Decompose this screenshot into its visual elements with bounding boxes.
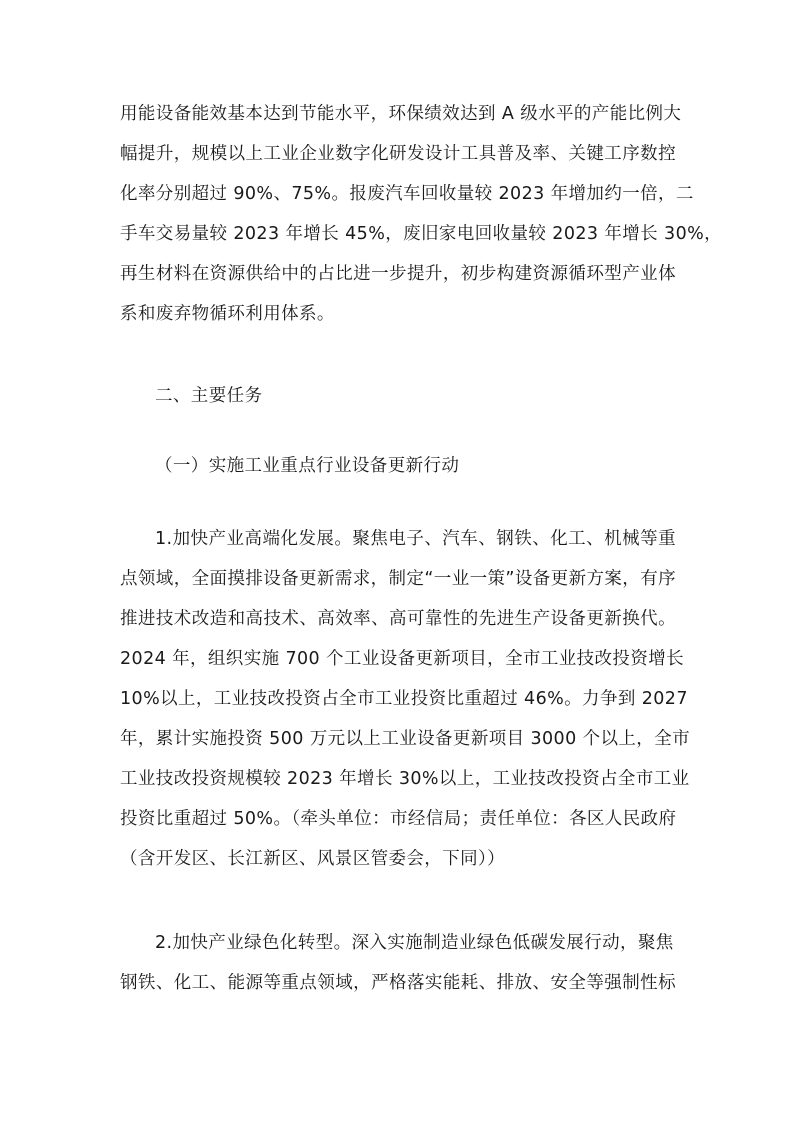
text-line: 钢铁、化工、能源等重点领域，严格落实能耗、排放、安全等强制性标	[120, 973, 676, 993]
text-line: 2.加快产业绿色化转型。深入实施制造业绿色低碳发展行动，聚焦	[155, 933, 674, 953]
text-line: 幅提升，规模以上工业企业数字化研发设计工具普及率、关键工序数控	[120, 144, 676, 164]
paragraph-targets	[120, 94, 723, 334]
section-heading: 二、主要任务	[155, 386, 263, 406]
text-line: 化率分别超过 90%、75%。报废汽车回收量较 2023 年增加约一倍，二	[120, 184, 694, 204]
text-line: 1.加快产业高端化发展。聚焦电子、汽车、钢铁、化工、机械等重	[155, 529, 676, 549]
text-line: （含开发区、长江新区、风景区管委会，下同））	[120, 849, 506, 869]
text-line: 投资比重超过 50%。（牵头单位：市经信局；责任单位：各区人民政府	[120, 809, 677, 829]
text-line: 推进技术改造和高技术、高效率、高可靠性的先进生产设备更新换代。	[120, 609, 676, 629]
text-line: 工业技改投资规模较 2023 年增长 30%以上，工业技改投资占全市工业	[120, 769, 690, 789]
text-line: 再生材料在资源供给中的占比进一步提升，初步构建资源循环型产业体	[120, 264, 676, 284]
text-line: 点领域，全面摸排设备更新需求，制定“一业一策”设备更新方案，有序	[120, 569, 676, 589]
text-line: 年，累计实施投资 500 万元以上工业设备更新项目 3000 个以上，全市	[120, 729, 690, 749]
text-line: 系和废弃物循环利用体系。	[120, 304, 335, 324]
text-line: 10%以上，工业技改投资占全市工业投资比重超过 46%。力争到 2027	[120, 689, 688, 709]
text-line: 2024 年，组织实施 700 个工业设备更新项目，全市工业技改投资增长	[120, 649, 685, 669]
paragraph-item-2	[120, 923, 676, 1003]
text-line: 手车交易量较 2023 年增长 45%，废旧家电回收量较 2023 年增长 30%，	[120, 224, 723, 244]
subsection-heading: （一）实施工业重点行业设备更新行动	[155, 456, 460, 476]
text-line: 用能设备能效基本达到节能水平，环保绩效达到 A 级水平的产能比例大	[120, 104, 682, 124]
paragraph-item-1	[120, 519, 690, 879]
